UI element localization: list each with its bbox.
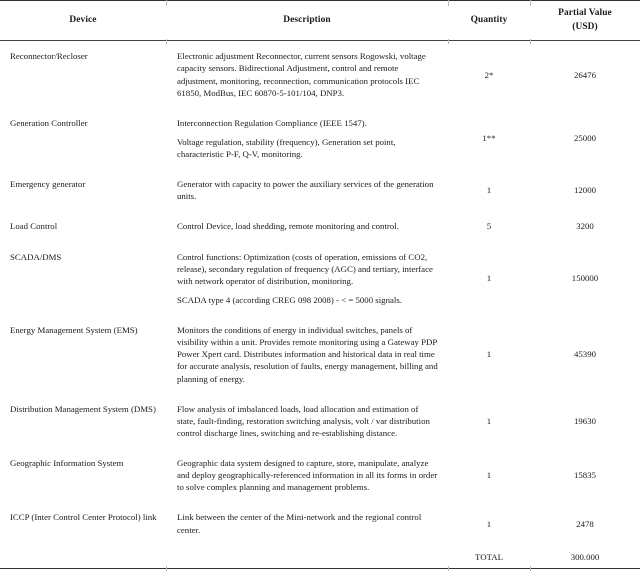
- cell-device: ICCP (Inter Control Center Protocol) link: [10, 512, 157, 523]
- description-paragraph: Monitors the conditions of energy in individual switches, panels of visibility within a unit. Provides remote monitoring using a Gateway PDP Power Xpert card. Distributes information and historical data in real time for accurate analysis, resolution of faults, energy management, billing and planning of energy.: [177, 325, 438, 384]
- cell-quantity: 2*: [484, 69, 494, 80]
- total-label: TOTAL: [448, 545, 530, 569]
- cell-device: Load Control: [10, 221, 58, 232]
- column-header-partial-value-line1: Partial Value: [558, 8, 612, 18]
- table-header-row: [0, 1, 640, 41]
- cell-quantity: 1**: [482, 133, 496, 144]
- cell-quantity: 5: [486, 221, 492, 232]
- cell-description: [166, 108, 448, 169]
- table-row: [0, 211, 640, 241]
- description-paragraph: Generator with capacity to power the auxiliary services of the generation units.: [177, 179, 434, 202]
- description-paragraph: Interconnection Regulation Compliance (IEEE 1547).: [177, 117, 367, 128]
- cell-partial-value: 3200: [576, 221, 594, 232]
- table-row: [0, 169, 640, 211]
- cell-partial-value: 26476: [574, 69, 596, 80]
- table-row: [0, 108, 640, 169]
- cell-description: [166, 448, 448, 502]
- table-row: [0, 394, 640, 448]
- column-header-quantity: Quantity: [448, 1, 530, 41]
- cell-description: [166, 211, 448, 241]
- table-row: [0, 502, 640, 544]
- cell-description: [166, 41, 448, 108]
- cell-description: [166, 169, 448, 211]
- description-paragraph: Flow analysis of imbalanced loads, load allocation and estimation of state, fault-finding, restoration switching analysis, volt / var distribution control discharge lines, switching and re-establishing distance.: [177, 403, 430, 438]
- column-header-partial-value-line2: (USD): [572, 21, 598, 32]
- cell-device: SCADA/DMS: [10, 251, 62, 262]
- cell-quantity: 1: [486, 349, 492, 360]
- cell-partial-value: 45390: [574, 349, 596, 360]
- description-paragraph: Electronic adjustment Reconnector, current sensors Rogowski, voltage capacity sensors. Bidirectional Adjustment, control and remote adjustment, monitoring, reconnection, communication protocols IEC 61850, ModBus, IEC 60870-5-101/104, DNP3.: [177, 51, 426, 98]
- cell-quantity: 1: [486, 185, 492, 196]
- description-paragraph: SCADA type 4 (according CREG 098 2008) - < = 5000 signals.: [177, 294, 402, 305]
- table-row: [0, 41, 640, 108]
- cell-description: [166, 242, 448, 316]
- cell-partial-value: 19630: [574, 415, 596, 426]
- cell-device: Geographic Information System: [10, 458, 124, 468]
- cell-partial-value: 12000: [574, 185, 596, 196]
- cell-device: Energy Management System (EMS): [10, 325, 138, 335]
- table-row: [0, 315, 640, 394]
- column-header-partial-value: [530, 1, 640, 41]
- cell-description: [166, 315, 448, 394]
- cell-quantity: 1: [486, 470, 492, 481]
- cell-quantity: 1: [486, 518, 492, 529]
- description-paragraph: Link between the center of the Mini-network and the regional control center.: [177, 512, 422, 535]
- cell-device: Emergency generator: [10, 179, 86, 190]
- total-value: 300.000: [530, 545, 640, 569]
- cell-partial-value: 2478: [576, 518, 594, 529]
- table-total-row: [0, 545, 640, 569]
- description-paragraph: Control Device, load shedding, remote monitoring and control.: [177, 221, 399, 232]
- table-row: [0, 242, 640, 316]
- table-body: [0, 41, 640, 568]
- total-spacer-device: [0, 545, 166, 569]
- cell-device: Reconnector/Recloser: [10, 51, 88, 62]
- description-paragraph: Voltage regulation, stability (frequency), Generation set point, characteristic P-F, Q-V, monitoring.: [177, 136, 396, 159]
- cell-partial-value: 150000: [571, 273, 599, 284]
- description-paragraph: Geographic data system designed to capture, store, manipulate, analyze and deploy geographically-referenced information in all its forms in order to solve complex planning and management problems.: [177, 458, 438, 493]
- total-spacer-description: [166, 545, 448, 569]
- cell-description: [166, 502, 448, 544]
- column-header-description: Description: [166, 1, 448, 41]
- cell-device: Distribution Management System (DMS): [10, 403, 156, 414]
- cell-quantity: 1: [486, 273, 492, 284]
- cell-partial-value: 15835: [574, 470, 596, 481]
- cell-description: [166, 394, 448, 448]
- column-header-device: Device: [0, 1, 166, 41]
- description-paragraph: Control functions: Optimization (costs of operation, emissions of CO2, release), secondary regulation of frequency (AGC) and tertiary, interface with network operator of distribution, monitoring.: [177, 251, 433, 286]
- table-header: [0, 1, 640, 41]
- table-row: [0, 448, 640, 502]
- cell-device: Generation Controller: [10, 117, 88, 128]
- cell-partial-value: 25000: [574, 133, 596, 144]
- cell-quantity: 1: [486, 415, 492, 426]
